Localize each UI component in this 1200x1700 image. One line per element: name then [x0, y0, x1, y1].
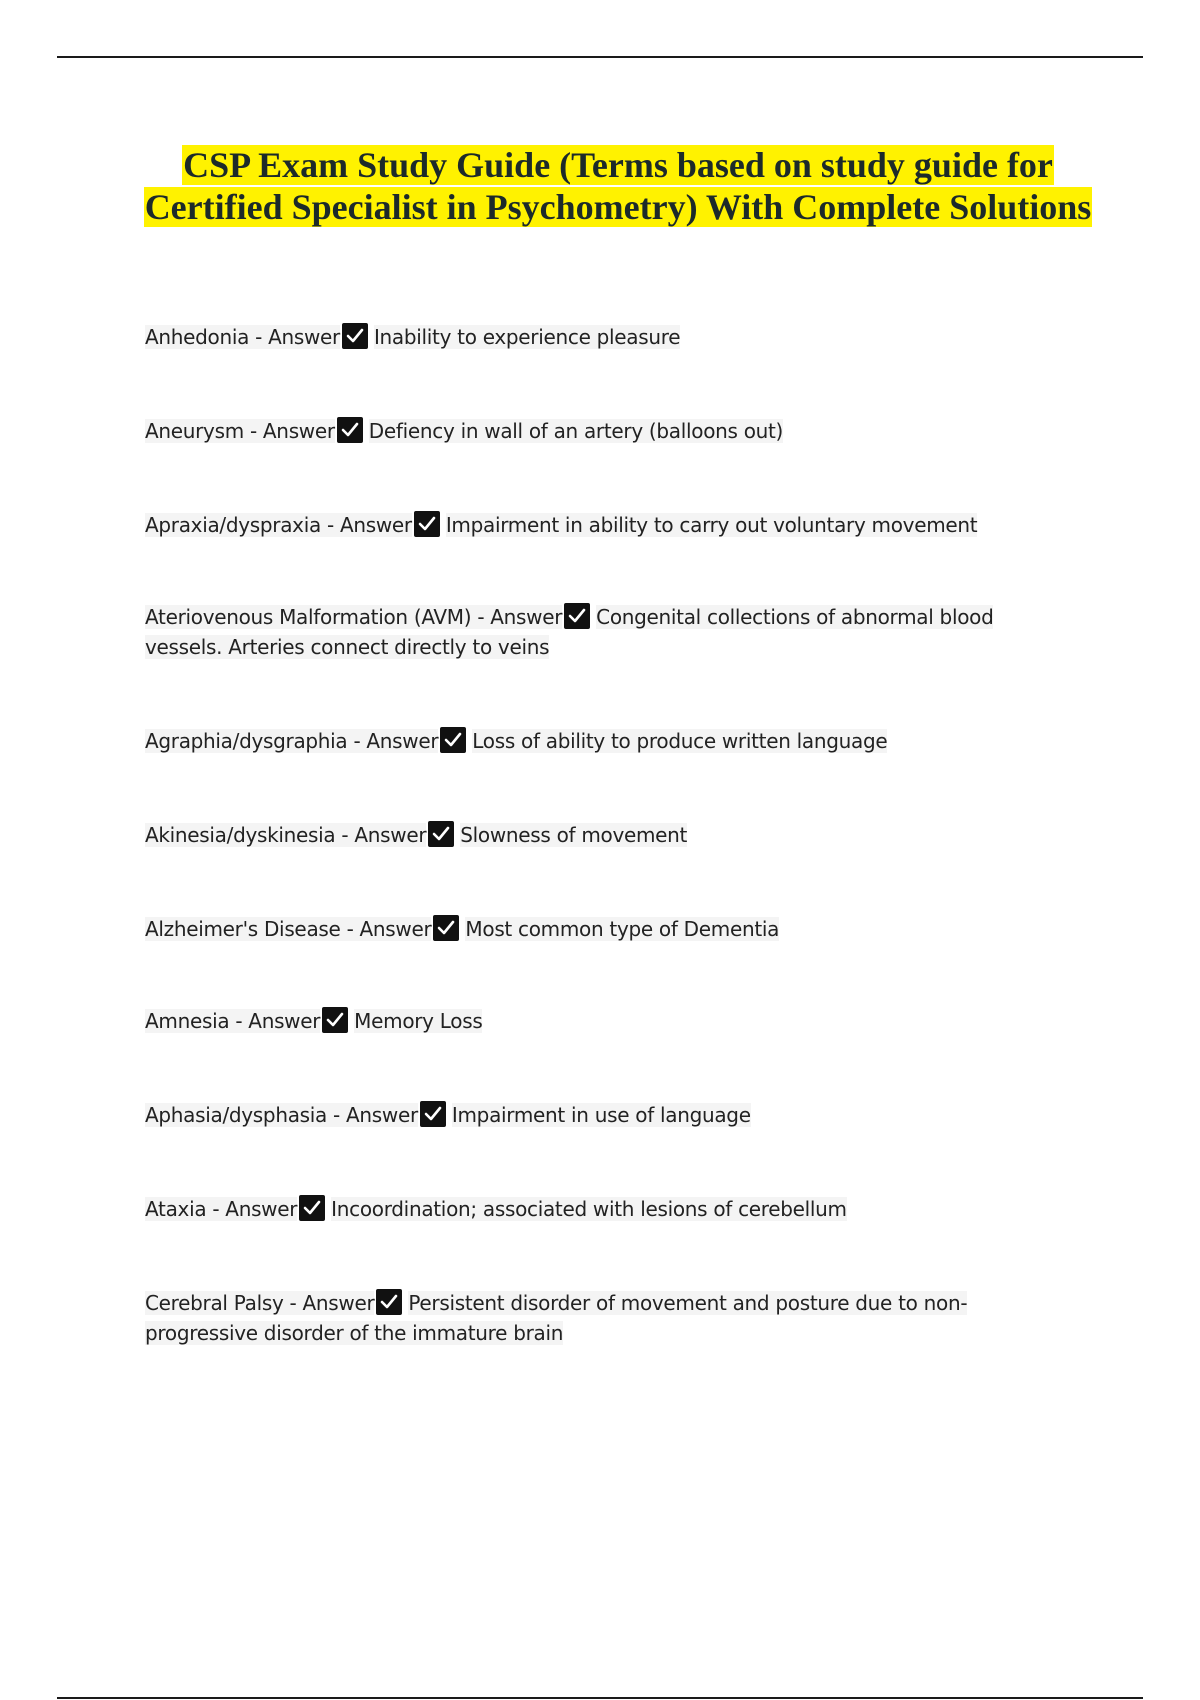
term-item — [145, 1100, 1025, 1130]
term-item — [145, 820, 1025, 850]
term-name: Aneurysm - Answer — [145, 419, 335, 443]
check-box-icon — [440, 727, 466, 753]
term-item — [145, 322, 1025, 352]
term-name: Anhedonia - Answer — [145, 325, 340, 349]
term-item — [145, 602, 1025, 662]
term-definition: Impairment in use of language — [451, 1103, 751, 1127]
term-name: Alzheimer's Disease - Answer — [145, 917, 432, 941]
term-name: Apraxia/dyspraxia - Answer — [145, 513, 412, 537]
term-definition: Persistent disorder of movement and posture due to non-progressive disorder of the immature brain — [145, 1291, 968, 1345]
term-name: Ataxia - Answer — [145, 1197, 298, 1221]
term-name: Ateriovenous Malformation (AVM) - Answer — [145, 605, 563, 629]
check-box-icon — [414, 511, 440, 537]
document-title-text: CSP Exam Study Guide (Terms based on study guide for Certified Specialist in Psychometry) With Complete Solutions — [144, 145, 1092, 227]
document-title — [120, 144, 1116, 228]
term-definition: Defiency in wall of an artery (balloons out) — [368, 419, 784, 443]
term-item — [145, 510, 1025, 540]
term-item — [145, 914, 1025, 944]
check-box-icon — [428, 821, 454, 847]
term-definition: Memory Loss — [354, 1009, 483, 1033]
check-box-icon — [433, 915, 459, 941]
term-name: Agraphia/dysgraphia - Answer — [145, 729, 439, 753]
term-name: Cerebral Palsy - Answer — [145, 1291, 375, 1315]
term-definition: Impairment in ability to carry out voluntary movement — [445, 513, 978, 537]
term-item — [145, 1288, 1025, 1348]
top-divider — [57, 56, 1143, 58]
term-item — [145, 1194, 1025, 1224]
term-name: Aphasia/dysphasia - Answer — [145, 1103, 418, 1127]
term-definition: Incoordination; associated with lesions of cerebellum — [331, 1197, 847, 1221]
check-box-icon — [420, 1101, 446, 1127]
bottom-divider — [57, 1697, 1143, 1699]
check-box-icon — [337, 417, 363, 443]
term-item — [145, 726, 1025, 756]
check-box-icon — [376, 1289, 402, 1315]
term-item — [145, 416, 1025, 446]
check-box-icon — [322, 1007, 348, 1033]
term-definition: Slowness of movement — [460, 823, 688, 847]
term-item — [145, 1006, 1025, 1036]
term-definition: Congenital collections of abnormal blood vessels. Arteries connect directly to veins — [145, 605, 994, 659]
term-name: Akinesia/dyskinesia - Answer — [145, 823, 427, 847]
term-name: Amnesia - Answer — [145, 1009, 321, 1033]
term-definition: Inability to experience pleasure — [373, 325, 681, 349]
check-box-icon — [342, 323, 368, 349]
term-definition: Loss of ability to produce written language — [472, 729, 888, 753]
check-box-icon — [299, 1195, 325, 1221]
check-box-icon — [564, 603, 590, 629]
term-definition: Most common type of Dementia — [465, 917, 780, 941]
